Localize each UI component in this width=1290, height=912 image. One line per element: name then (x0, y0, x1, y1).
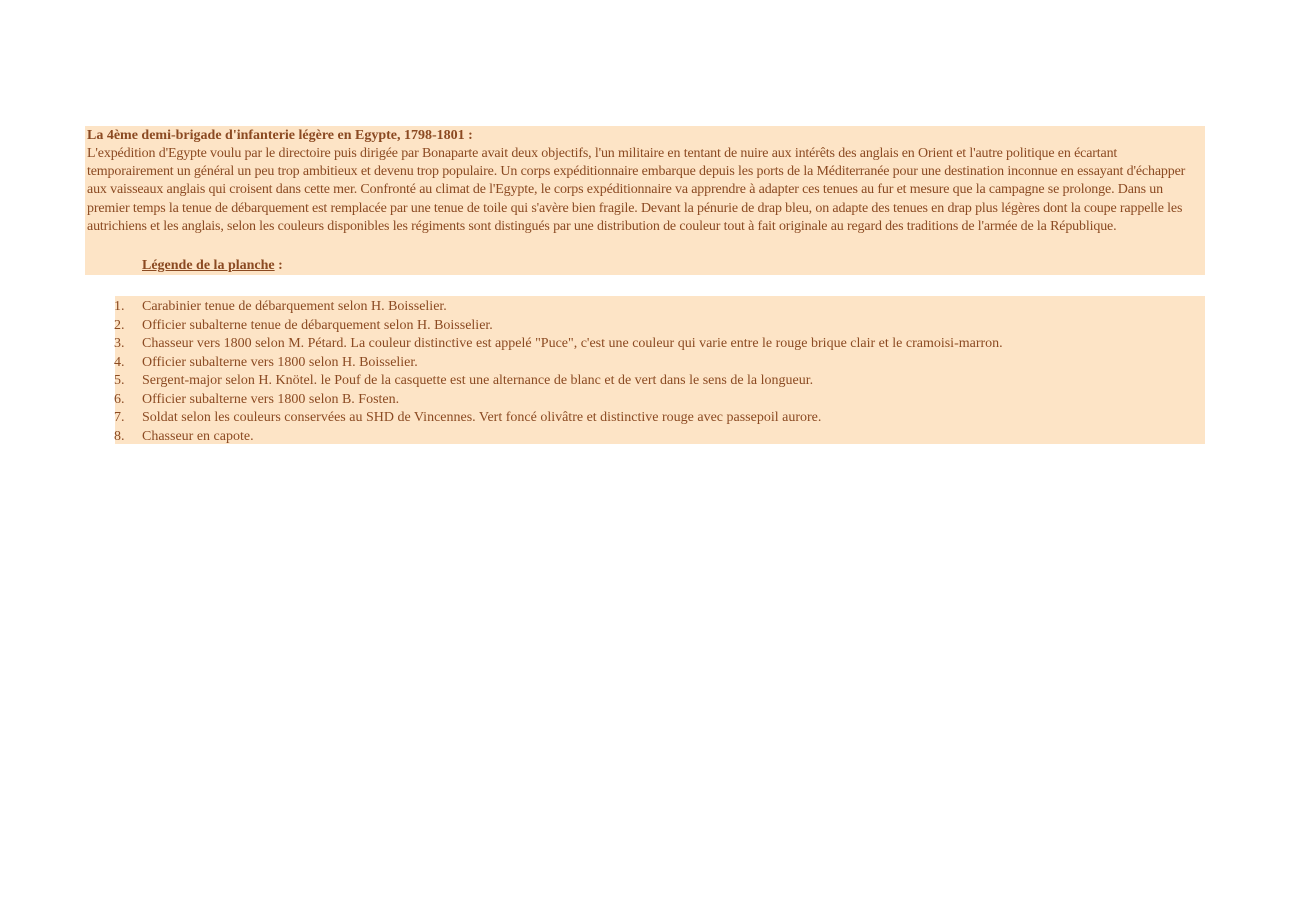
list-item-text: Officier subalterne vers 1800 selon H. Boisselier. (142, 354, 418, 370)
list-item-text: Carabinier tenue de débarquement selon H. Boisselier. (142, 299, 447, 314)
list-item-number: 5. (114, 373, 125, 388)
legend-heading-suffix: : (274, 258, 283, 273)
list-item-text: Officier subalterne vers 1800 selon B. Fosten. (142, 391, 400, 407)
list-item-number: 8. (114, 428, 125, 444)
list-item-number: 2. (114, 317, 125, 333)
list-item-text: Officier subalterne tenue de débarquement selon H. Boisselier. (142, 317, 493, 333)
legend-heading-label: Légende de la planche (142, 258, 275, 273)
list-item-number: 4. (114, 354, 125, 370)
list-item-number: 6. (114, 391, 125, 407)
legend-heading (142, 257, 283, 275)
list-item-text: Sergent-major selon H. Knötel. le Pouf de la casquette est une alternance de blanc et de vert dans le sens de la longueur. (142, 373, 814, 388)
intro-paragraph: L'expédition d'Egypte voulu par le directoire puis dirigée par Bonaparte avait deux objectifs, l'un militaire en tentant de nuire aux intérêts des anglais en Orient et l'autre politique en écartant temporairement un général un peu trop ambitieux et devenu trop populaire. Un corps expéditionnaire embarque depuis les ports de la Méditerranée pour une destination inconnue en essayant d'échapper aux vaisseaux anglais qui croisent dans cette mer. Confronté au climat de l'Egypte, le corps expéditionnaire va apprendre à adapter ces tenues au fur et mesure que la campagne se prolonge. Dans un premier temps la tenue de débarquement est remplacée par une tenue de toile qui s'avère bien fragile. Devant la pénurie de drap bleu, on adapte des tenues en drap plus légères dont la coupe rappelle les autrichiens et les anglais, selon les couleurs disponibles les régiments sont distingués par une distribution de couleur tout à fait originale au regard des traditions de l'armée de la République. (87, 146, 1186, 234)
list-item-number: 3. (114, 336, 125, 351)
list-item-number: 1. (114, 299, 125, 314)
list-item-text: Chasseur vers 1800 selon M. Pétard. La couleur distinctive est appelé "Puce", c'est une couleur qui varie entre le rouge brique clair et le cramoisi-marron. (142, 336, 1003, 351)
list-item-text: Chasseur en capote. (142, 428, 254, 444)
list-item-text: Soldat selon les couleurs conservées au SHD de Vincennes. Vert foncé olivâtre et distinctive rouge avec passepoil aurore. (142, 410, 822, 425)
list-item-number: 7. (114, 410, 125, 425)
document-title: La 4ème demi-brigade d'infanterie légère en Egypte, 1798-1801 : (87, 128, 473, 143)
